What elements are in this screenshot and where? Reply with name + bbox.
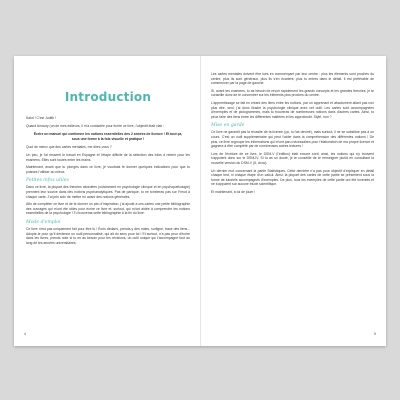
paragraph-r6: Un dernier mot concernant la partie Statistiques. Cette dernière n'a pas pour objectif d'expliquer en détail chaque test, ni chaque étape d'un calcul. Ainsi, la plupart des cartes de cette partie se présentent sous la forme de tutoriels accompagnés d'exemples. De plus, tous les exemples de cette partie ont été inventés et ne s'appuient sur aucune étude scientifique. (211, 168, 374, 187)
paragraph-6: Afin de compléter ce livre et de te donner un peu d'inspiration, j'ai ajouté à ces cartes une petite bibliographie des ouvrages qui m'ont été utiles pour écrire ce livre et, surtout, qui m'ont aidée à comprendre les notions essentielles de la psychologie ! Tu trouveras cette bibliographie à la fin du livre. (26, 202, 190, 216)
section-heading-mise-en-garde: Mise en garde (211, 123, 245, 129)
paragraph-r1: Les cartes mentales doivent être lues en commençant par leur centre : plus les éléments sont proches du centre, plus ils sont généraux, plus ils s'en écartent, plus tu entres dans le détail. Il est préférable de commencer par la page de gauche. (211, 72, 374, 86)
paragraph-r3: L'apprentissage se fait en créant des liens entre les notions, par un apprenant et absolument allant pas non plus dire, seul, j'ai donc illustré la psychologie clinique avec cet outil. Les cartes sont accompagnées d'exemples et de pictogrammes, mais tu trouveras de nombreuses notions dans d'autres cartes. Ainsi, tu peux faire des liens entre les différentes matières et les approfondir. Stylé, non ? (211, 100, 374, 119)
page-title: Introduction (64, 90, 152, 104)
book-spread (14, 56, 386, 346)
section-heading-infos: Petites infos utiles (26, 178, 69, 184)
left-page (14, 56, 200, 346)
paragraph-5: Dans ce livre, la plupart des théories abordées (notamment en psychologie clinique et en psychopathologie) prennent leur source dans des notions psychanalytiques. Pas de panique, tu ne tomberas pas sur Freud à chaque carte. J'ai pris soin de mettre en avant des notions générales. (26, 185, 190, 199)
paragraph-r5: Lors de l'écriture de ce livre, le DSM-V (l'édition) était encore sorti, ainsi, les notions qui s'y trouvent s'appuient donc sur le DSM-IV. Si tu as un doute, je te conseille de te renseigner plutôt en consultant la nouvelle version du DSM-V (5, donc). (211, 151, 374, 165)
section-heading-mode: Mode d'emploi (26, 219, 61, 225)
paragraph-2: Quoi de mieux que des cartes mentales, me direz-vous ? (26, 145, 112, 150)
paragraph-r7: Et maintenant, à toi de jouer ! (211, 189, 256, 194)
paragraph-3: Un peu, je l'ai ressenti le travail en Espagne et l'étape difficile de la sélection des infos à retenir pour les examens. Elles sont toutes entre les mains. (26, 152, 190, 162)
paragraph-7: Ce livre n'est pas uniquement fait pour être lu ! Écris dedans, prends-y des notes, surligne, trace des liens... Adopte-le pour qu'il devienne un outil personnalisé, qui ait du sens pour toi ! Et surtout, n'a pas peur d'écrire dans les livres, prends note si tu en as besoin pour tes révisions, un outil unique qui t'accompagne tout au long de tes années universitaires. (26, 226, 190, 245)
paragraph-4: Maintenant, avant que tu plonges dans ce livre, je voudrais te donner quelques indications pour que tu puisses l'utiliser au mieux. (26, 165, 190, 174)
centered-quote: Écrire un manuel qui contienne les notions essentielles des 2 années de licence ! Et tout ça, sous une forme à la fois visuelle et pratique ! (33, 132, 183, 141)
paragraph-r4: Ce livre ne garantit pas la réussite de ta licence (ça, tu l'as deviné), mais surtout, il ne se substitue pas à un cours. C'est un outil supplémentaire qui peut t'aider dans la compréhension des différentes notions ! De plus, ce livre regroupe les informations qui m'ont paru nécessaires pour l'élaboration de ma propre licence et gagnera à être complété par de nombreuses autres lectures ! (211, 130, 374, 149)
page-number-left: 4 (24, 332, 26, 336)
greeting-text: Salut ! C'est Judith ! (26, 116, 57, 120)
paragraph-r2: Si, avant tes examens, tu as besoin de revoir rapidement les grands concepts et les grandes théories, je te conseille donc de te concentrer sur les éléments plus proches du centre. (211, 88, 374, 98)
page-number-right: 5 (374, 332, 376, 336)
right-page (200, 56, 386, 346)
paragraph-1: Quand Amaury (un de mes éditeurs, il m'a contactée pour écrire ce livre, l'objectif était clair : (26, 123, 165, 128)
